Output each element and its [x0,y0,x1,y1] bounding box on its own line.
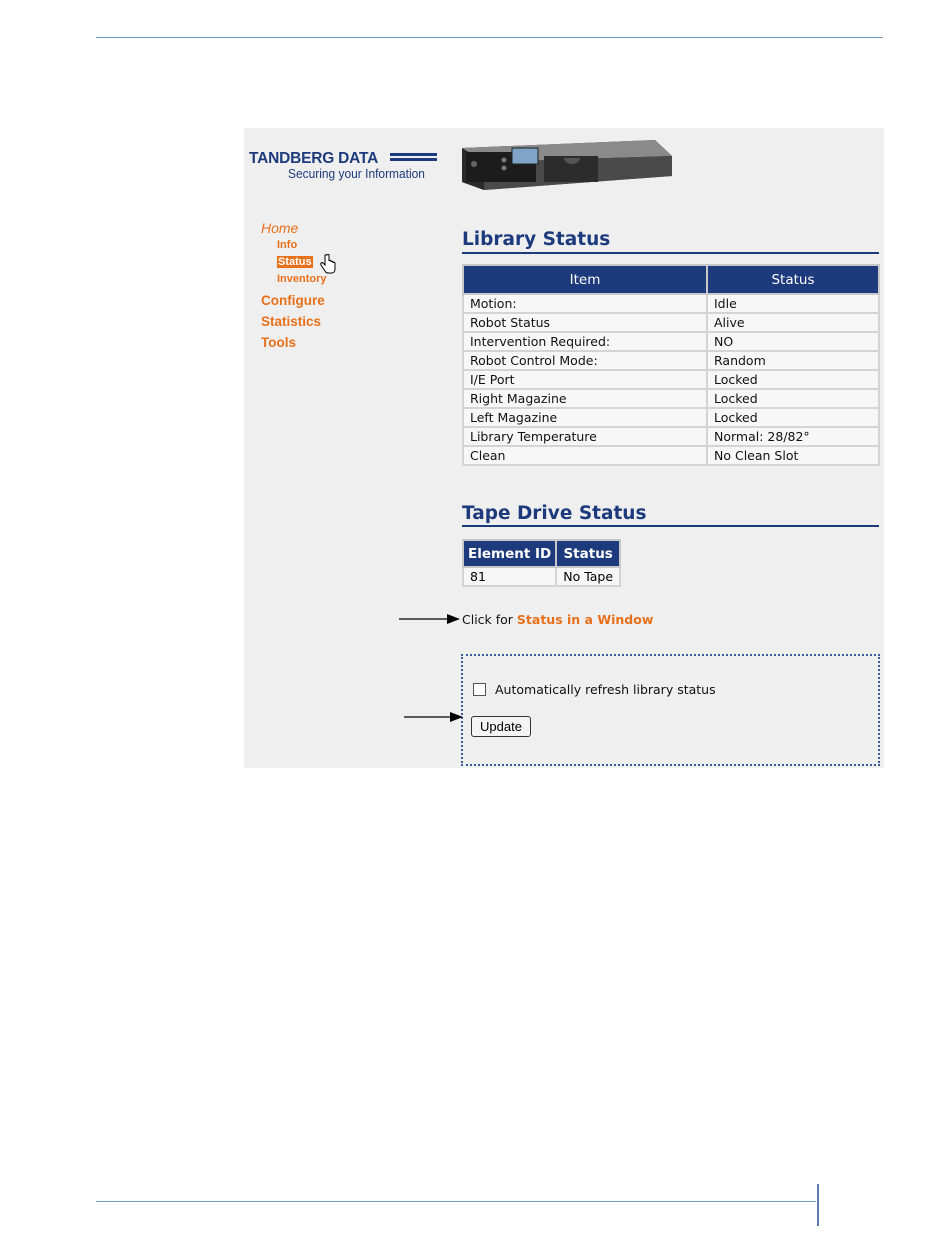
logo-tagline: Securing your Information [288,166,425,181]
row-item: Intervention Required: [463,332,707,351]
row-status: No Clean Slot [707,446,879,465]
tape-library-device-image [460,134,674,192]
row-item: I/E Port [463,370,707,389]
row-item: Left Magazine [463,408,707,427]
sidebar-nav [261,220,327,350]
refresh-panel [461,654,880,766]
library-status-table [462,264,880,466]
table-row [463,313,879,332]
column-header-item: Item [463,265,707,294]
tandberg-logo [249,150,437,190]
nav-item-inventory[interactable]: Inventory [277,273,327,285]
library-status-title: Library Status [462,229,611,250]
status-in-window-link[interactable]: Status in a Window [516,612,654,627]
logo-bars-icon [390,153,437,163]
row-item: Motion: [463,294,707,313]
table-row [463,389,879,408]
row-item: Right Magazine [463,389,707,408]
page-number-bar [817,1184,819,1226]
row-status: Normal: 28/82° [707,427,879,446]
callout-arrow-icon [399,613,461,625]
update-button[interactable]: Update [471,716,531,737]
nav-item-tools[interactable]: Tools [261,335,296,350]
table-row [463,567,620,586]
table-row [463,332,879,351]
tape-drive-status-rule [462,525,879,527]
status-window-line [462,612,653,627]
row-item: Clean [463,446,707,465]
table-row [463,408,879,427]
table-row [463,370,879,389]
page-top-rule [96,37,883,38]
row-status: Locked [707,408,879,427]
row-status: NO [707,332,879,351]
row-status: Locked [707,389,879,408]
row-status: Idle [707,294,879,313]
auto-refresh-checkbox[interactable] [473,683,486,696]
nav-item-info[interactable]: Info [277,239,298,251]
nav-item-status[interactable]: Status [278,256,312,268]
row-item: Robot Status [463,313,707,332]
row-item: Library Temperature [463,427,707,446]
table-row [463,427,879,446]
nav-item-statistics[interactable]: Statistics [261,314,322,329]
row-status: Locked [707,370,879,389]
logo-brand: TANDBERG DATA [249,150,379,167]
row-status: Random [707,351,879,370]
nav-item-configure[interactable]: Configure [261,293,325,308]
row-status: Alive [707,313,879,332]
column-header-status: Status [707,265,879,294]
column-header-element-id: Element ID [463,540,556,567]
row-item: Robot Control Mode: [463,351,707,370]
hand-cursor-icon [320,254,336,274]
status-window-prefix: Click for [462,612,517,627]
tape-drive-status-table [462,539,621,587]
row-element-id: 81 [463,567,556,586]
row-status: No Tape [556,567,620,586]
tape-drive-status-title: Tape Drive Status [462,503,647,524]
table-row [463,446,879,465]
column-header-status: Status [556,540,620,567]
page-bottom-rule [96,1201,816,1202]
table-row [463,294,879,313]
table-row [463,351,879,370]
library-status-rule [462,252,879,254]
auto-refresh-row[interactable] [473,682,716,697]
nav-home[interactable]: Home [261,220,299,236]
web-ui-screenshot [244,128,884,768]
callout-arrow-icon [404,711,464,723]
auto-refresh-label: Automatically refresh library status [495,682,716,697]
